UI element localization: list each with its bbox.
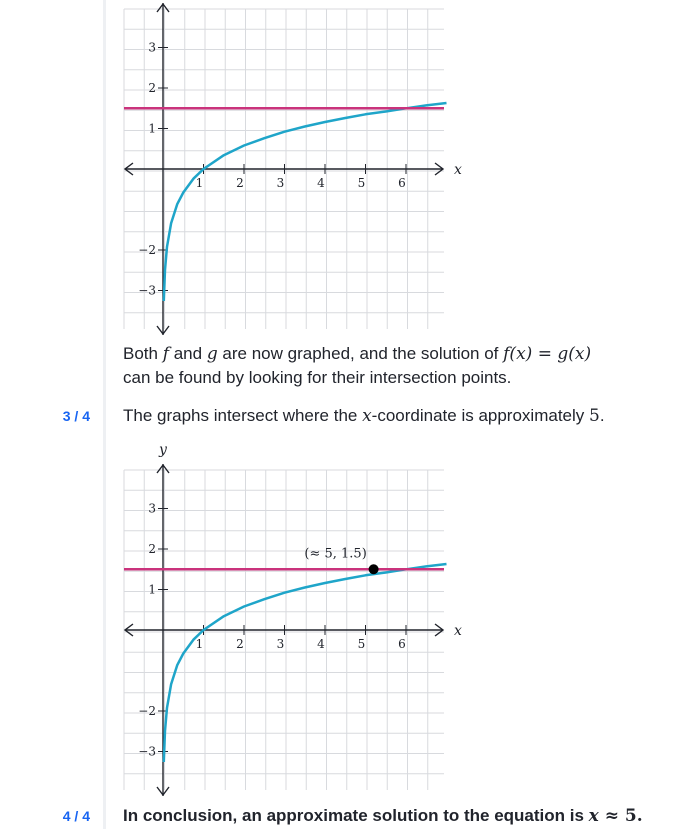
x-axis-label: x bbox=[454, 162, 462, 178]
y-axis-label: y bbox=[159, 442, 167, 458]
explanation-paragraph: Both f and g are now graphed, and the solution of f(x) = g(x) can be found by looking for their intersection points. bbox=[123, 344, 592, 387]
y-tick-label: 1 bbox=[148, 121, 156, 136]
x-symbol: x bbox=[362, 406, 372, 426]
x-axis-label: x bbox=[454, 623, 462, 639]
x-tick-label: 1 bbox=[195, 176, 204, 190]
conclusion-paragraph: In conclusion, an approximate solution to the equation is x ≈ 5. bbox=[123, 806, 643, 826]
f-symbol: f bbox=[162, 344, 169, 364]
step-label-4: 4 / 4 bbox=[62, 808, 90, 824]
x-symbol: x bbox=[588, 806, 599, 826]
curve-f bbox=[164, 564, 447, 762]
y-tick-label: 1 bbox=[148, 582, 156, 597]
graph-intersection bbox=[114, 442, 462, 797]
y-tick-label: −2 bbox=[138, 704, 156, 718]
g-symbol: g bbox=[206, 344, 218, 364]
x-tick-label: 4 bbox=[317, 637, 325, 651]
conclusion-value: ≈ 5. bbox=[598, 806, 643, 826]
x-tick-label: 4 bbox=[317, 176, 325, 190]
y-tick-label: −3 bbox=[138, 283, 156, 298]
intersection-paragraph: The graphs intersect where the x-coordinate is approximately 5. bbox=[123, 406, 605, 426]
y-tick-label: 2 bbox=[148, 542, 156, 556]
step-label-3: 3 / 4 bbox=[62, 408, 90, 424]
y-tick-label: 3 bbox=[148, 40, 156, 55]
graph-f-and-g bbox=[114, 0, 462, 336]
y-tick-label: 3 bbox=[148, 501, 156, 516]
intersection-point bbox=[369, 564, 379, 574]
x-tick-label: 5 bbox=[357, 176, 366, 190]
x-tick-label: 6 bbox=[398, 176, 406, 190]
curve-f bbox=[164, 103, 447, 301]
equation: f(x) = g(x) bbox=[503, 344, 592, 364]
y-tick-label: 2 bbox=[148, 81, 156, 95]
x-tick-label: 6 bbox=[398, 637, 406, 651]
x-tick-label: 2 bbox=[236, 637, 244, 651]
x-tick-label: 3 bbox=[276, 176, 285, 190]
intersection-label: (≈ 5, 1.5) bbox=[304, 546, 367, 562]
x-tick-label: 5 bbox=[357, 637, 366, 651]
y-tick-label: −3 bbox=[138, 744, 156, 759]
approx-value: 5 bbox=[589, 406, 600, 426]
step-rail bbox=[103, 0, 106, 829]
x-tick-label: 3 bbox=[276, 637, 285, 651]
x-tick-label: 2 bbox=[236, 176, 244, 190]
x-tick-label: 1 bbox=[195, 637, 204, 651]
y-tick-label: −2 bbox=[138, 243, 156, 257]
